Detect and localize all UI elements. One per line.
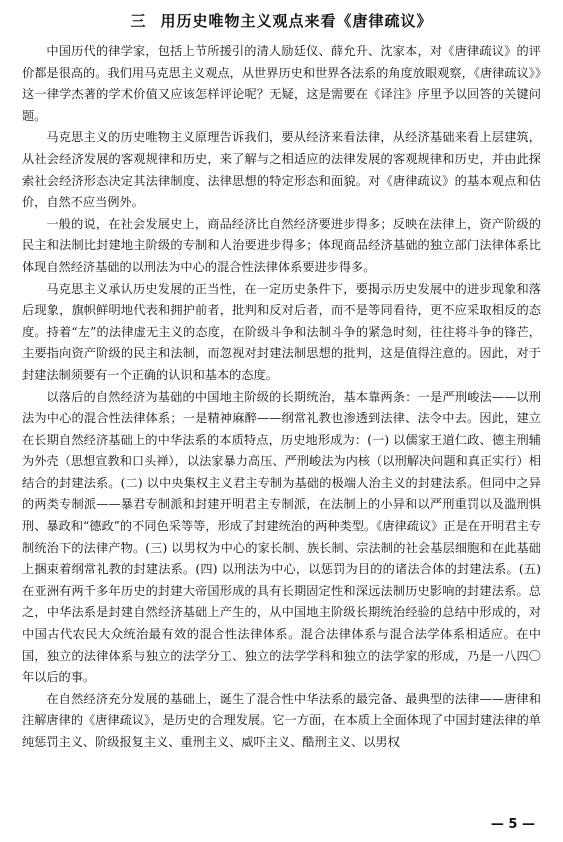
section-heading-text: 用历史唯物主义观点来看《唐律疏议》 [160, 12, 433, 30]
paragraph-6: 在自然经济充分发展的基础上，诞生了混合性中华法系的最完备、最典型的法律——唐律和注解唐律的《唐律疏议》，是历史的合理发展。它一方面，在本质上全面体现了中国封建法律的单纯惩罚主义、阶级报复主义、重刑主义、威吓主义、酷刑主义、以男权 [22, 691, 541, 749]
section-title [22, 10, 541, 31]
paragraph-5: 以落后的自然经济为基础的中国地主阶级的长期统治，基本靠两条：一是严刑峻法——以刑法为中心的混合性法律体系；一是精神麻醉——纲常礼教也渗透到法律、法令中去。因此，建立在长期自然经济基础上的中华法系的本质特点，历史地形成为：(一) 以儒家王道仁政、德主刑辅为外壳（思想宣教和口头禅），以法家暴力高压、严刑峻法为内核（以刑解决问题和真正实行）相结合的封建法系。(二) 以中央集权主义君主专制为基础的极端人治主义的封建法系。但同中之异的两类专制派——暴君专制派和封建开明君主专制派，在法制上的小异和以严刑重罚以及滥刑惧刑、暴政和“德政”的不同色采等等，形成了封建统治的两种类型。《唐律疏议》正是在开明君主专制统治下的法律产物。(三) 以男权为中心的家长制、族长制、宗法制的社会基层细胞和在此基础上捆束着纲常礼教的封建法系。(四) 以刑法为中心，以惩罚为目的的诸法合体的封建法系。(五) 在亚洲有两千多年历史的封建大帝国形成的具有长期固定性和深远法制历史影响的封建法系。总之，中华法系是封建自然经济基础上产生的，从中国地主阶级长期统治经验的总结中形成的，对中国古代农民大众统治最有效的混合性法律体系。混合法律体系与混合法学体系相适应。在中国，独立的法律体系与独立的法学分工、独立的法学学科和独立的法学家的形成，乃是一八四〇年以后的事。 [22, 389, 541, 685]
paragraph-3: 一般的说，在社会发展史上，商品经济比自然经济要进步得多；反映在法律上，资产阶级的民主和法制比封建地主阶级的专制和人治要进步得多；体现商品经济基础的独立部门法律体系比体现自然经济基础的以刑法为中心的混合性法律体系要进步得多。 [22, 216, 541, 274]
paragraph-1: 中国历代的律学家，包括上节所援引的清人励廷仪、薛允升、沈家本，对《唐律疏议》的评价都是很高的。我们用马克思主义观点，从世界历史和世界各法系的角度放眼观察，《唐律疏议》》这一律学杰著的学术价值又应该怎样评论呢？无疑，这是需要在《译注》序里予以回答的关键问题。 [22, 44, 541, 123]
page-number: — 5 — [490, 817, 535, 832]
paragraph-4: 马克思主义承认历史发展的正当性，在一定历史条件下，要揭示历史发展中的进步现象和落后现象，旗帜鲜明地代表和拥护前者，批判和反对后者，而不是等同看待，更不应采取相反的态度。持着“左”的法律虚无主义的态度，在阶级斗争和法制斗争的紧急时刻，往往将斗争的锋芒，主要指向资产阶级的民主和法制，而忽视对封建法制思想的批判，这是值得注意的。因此，对于封建法制须要有一个正确的认识和基本的态度。 [22, 281, 541, 382]
paragraph-2: 马克思主义的历史唯物主义原理告诉我们，要从经济来看法律，从经济基础来看上层建筑，从社会经济发展的客观规律和历史，来了解与之相适应的法律发展的客观规律和历史，并由此探索社会经济形态决定其法律制度、法律思想的特定形态和面貌。对《唐律疏议》的基本观点和估价，自然不应当例外。 [22, 130, 541, 210]
section-number: 三 [130, 12, 147, 30]
